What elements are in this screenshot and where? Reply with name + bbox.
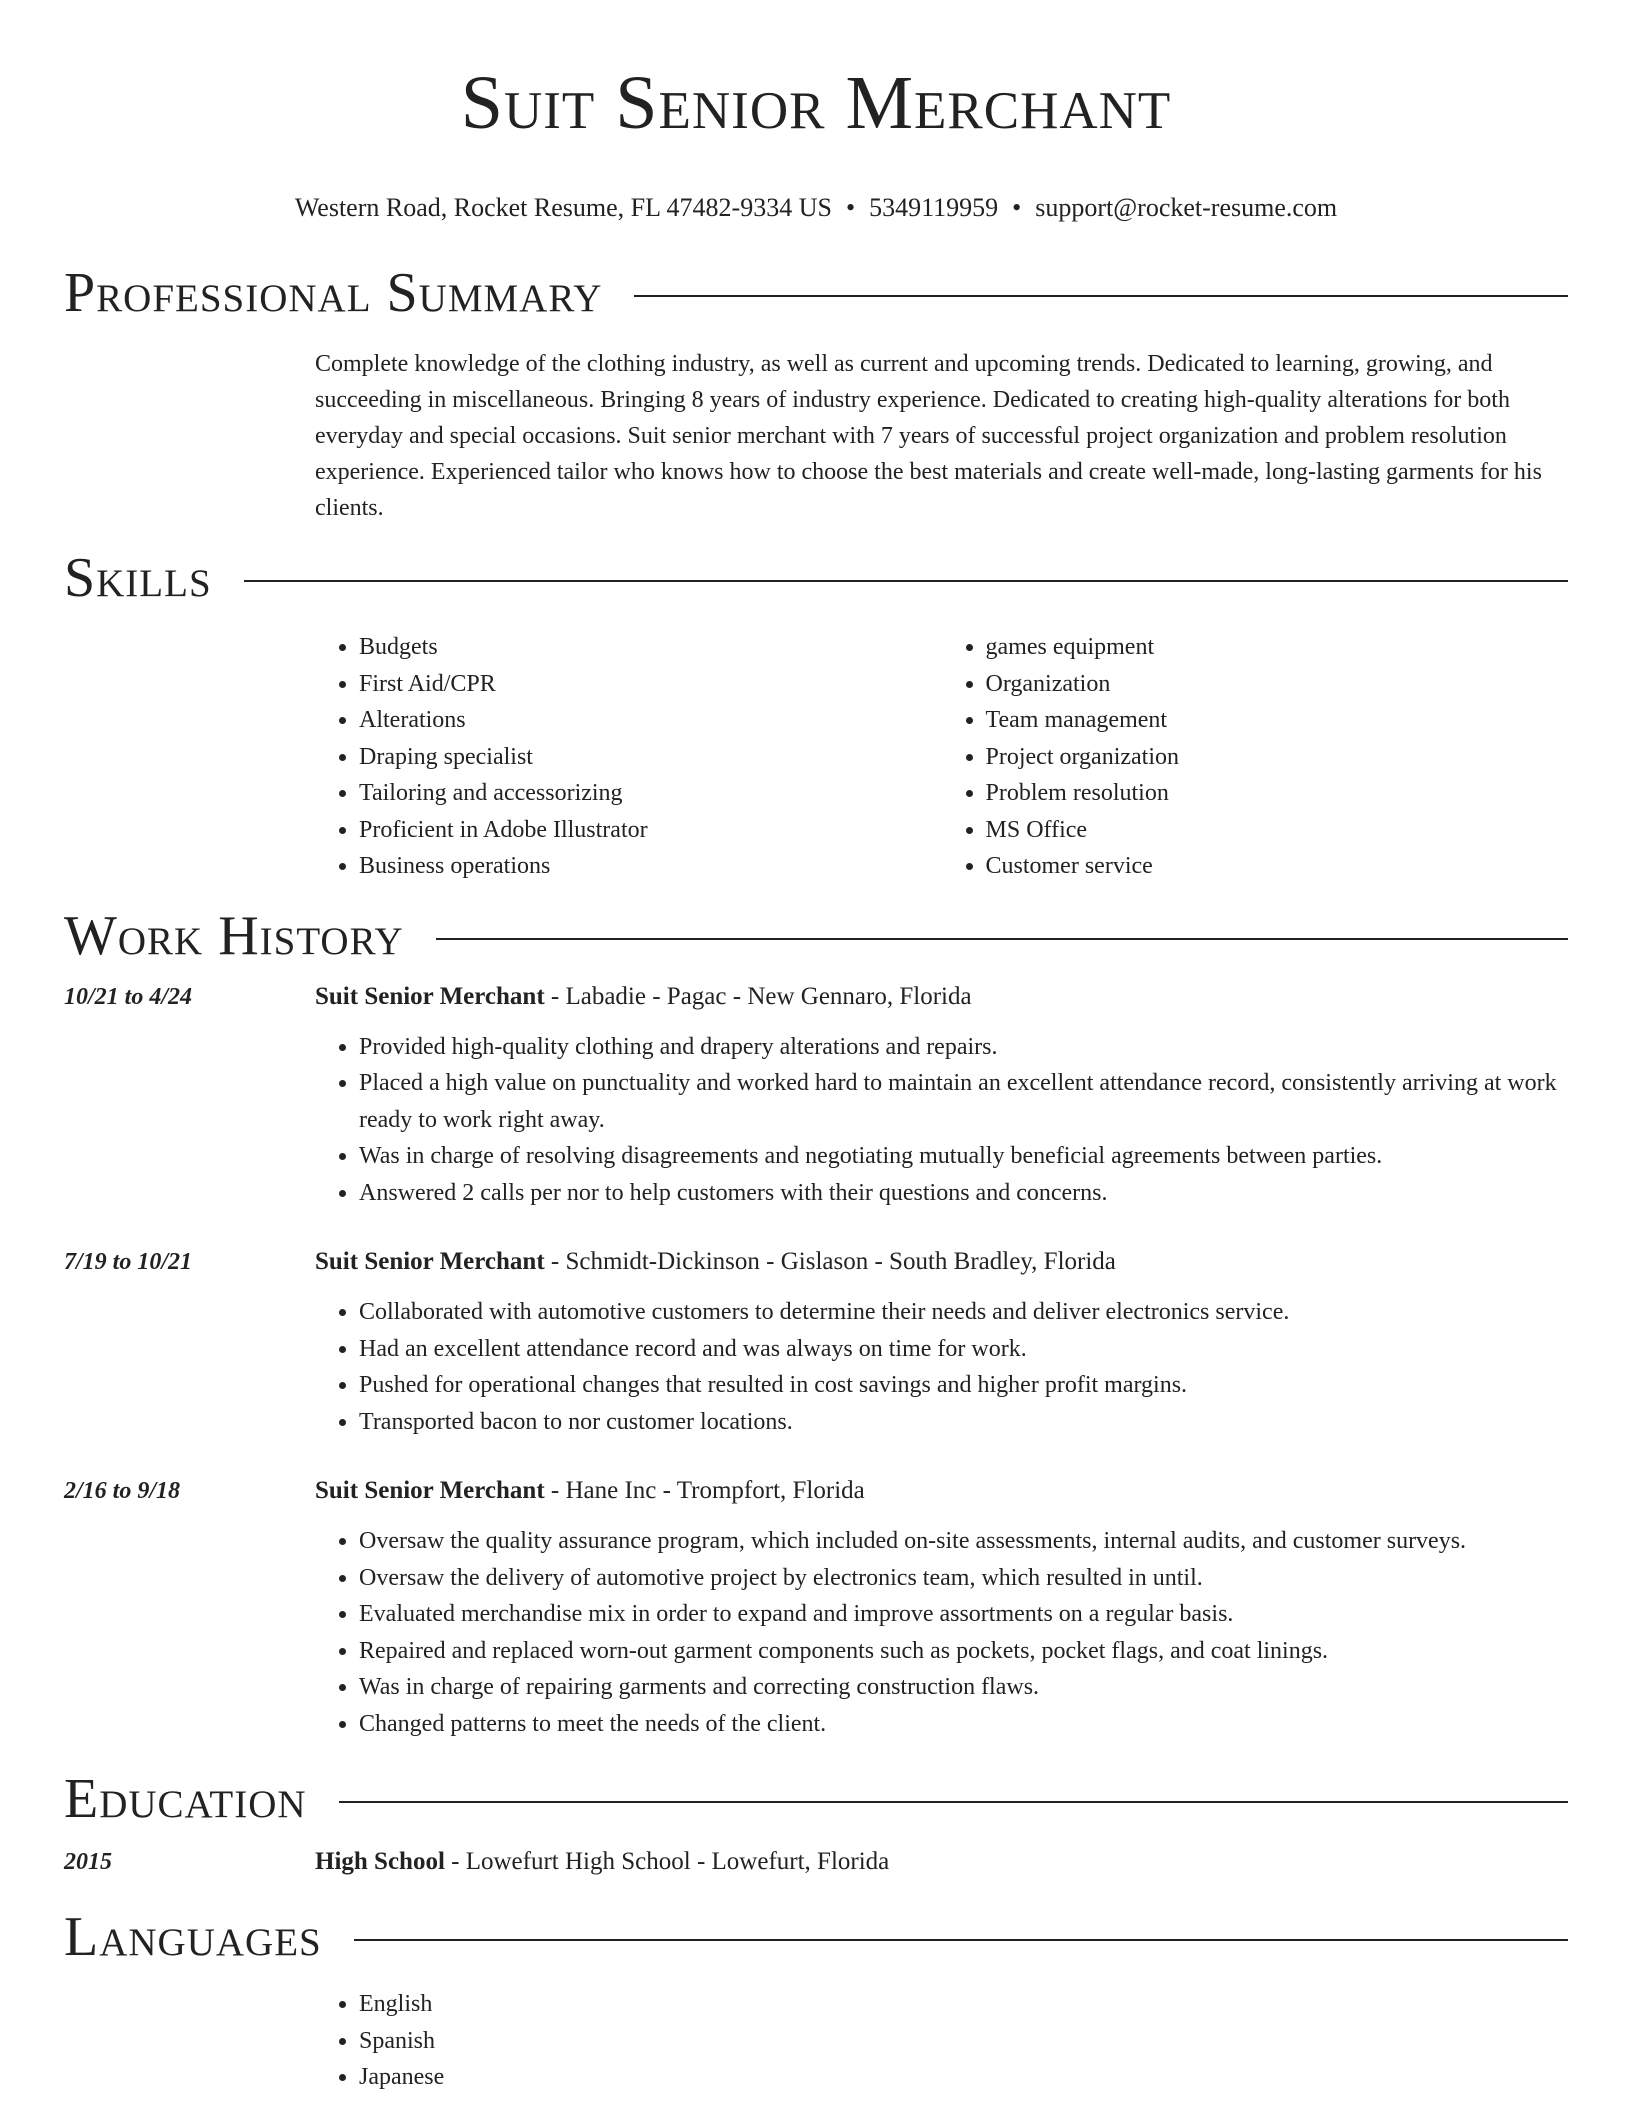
languages-list [315, 1986, 1568, 2096]
section-header [64, 1764, 1568, 1834]
job-bullet: • Collaborated with automotive customers to determine their needs and deliver electronics service. [359, 1294, 1568, 1331]
job-bullet: • Changed patterns to meet the needs of the client. [359, 1706, 1568, 1743]
job-date: 7/19 to 10/21 [64, 1249, 193, 1275]
job-bullet: • Answered 2 calls per nor to help customers with their questions and concerns. [359, 1175, 1568, 1212]
skill-item: • Customer service [986, 848, 1569, 885]
language-item: • Spanish [359, 2023, 1568, 2060]
education-degree: High School [315, 1848, 445, 1875]
section-title: Languages [64, 1906, 322, 1968]
section-title: Education [64, 1768, 307, 1830]
divider [634, 295, 1568, 297]
education-school: - Lowefurt High School - Lowefurt, Florida [444, 1848, 890, 1875]
separator: • [845, 193, 856, 222]
job-position: Suit Senior Merchant [315, 1477, 545, 1504]
job-bullet: • Repaired and replaced worn-out garment components such as pockets, pocket flags, and coat linings. [359, 1633, 1568, 1670]
skill-item: • Project organization [986, 739, 1569, 776]
job-position: Suit Senior Merchant [315, 982, 545, 1010]
job-date: 2/16 to 9/18 [64, 1478, 181, 1504]
job-entry [64, 979, 1568, 1212]
phone: 5349119959 [869, 193, 999, 222]
skills-column-right [942, 629, 1569, 885]
skill-item: • MS Office [986, 812, 1569, 849]
job-bullet: • Was in charge of repairing garments and correcting construction flaws. [359, 1669, 1568, 1706]
divider [244, 580, 1568, 582]
skill-item: • Organization [986, 666, 1569, 703]
job-bullet: • Placed a high value on punctuality and worked hard to maintain an excellent attendance record, consistently arriving at work ready to work right away. [359, 1065, 1568, 1138]
section-title: Work History [64, 904, 404, 967]
education-section [64, 1764, 1568, 1880]
skills-list [315, 629, 1568, 885]
job-entry [64, 1244, 1568, 1440]
job-position: Suit Senior Merchant [315, 1248, 545, 1275]
skills-section [64, 543, 1568, 885]
separator: • [1012, 193, 1022, 222]
contact-line [0, 192, 1632, 224]
job-bullets [315, 1523, 1568, 1742]
skill-item: • Tailoring and accessorizing [359, 775, 942, 812]
job-employer: - Hane Inc - Trompfort, Florida [544, 1477, 865, 1504]
divider [436, 938, 1568, 940]
job-heading [315, 1244, 1568, 1280]
education-entry [64, 1844, 1568, 1880]
job-employer: - Schmidt-Dickinson - Gislason - South Bradley, Florida [544, 1248, 1116, 1275]
divider [354, 1939, 1568, 1941]
section-header [64, 901, 1568, 971]
job-bullets [315, 1294, 1568, 1440]
divider [339, 1801, 1568, 1803]
language-item: • English [359, 1986, 1568, 2023]
summary-text: Complete knowledge of the clothing industry, as well as current and upcoming trends. Dedicated to learning, growing, and succeeding in miscellaneous. Bringing 8 years of industry experience. Dedicated to creating high-quality alterations for both everyday and special occasions. Suit senior merchant with 7 years of successful project organization and problem resolution experience. Experienced tailor who knows how to choose the best materials and create well-made, long-lasting garments for his clients. [315, 351, 1542, 521]
section-header [64, 1902, 1568, 1972]
skill-item: • Proficient in Adobe Illustrator [359, 812, 942, 849]
skill-item: • games equipment [986, 629, 1569, 666]
languages-bullets [315, 1986, 1568, 2096]
job-date: 10/21 to 4/24 [64, 983, 193, 1010]
job-bullet: • Pushed for operational changes that resulted in cost savings and higher profit margins. [359, 1367, 1568, 1404]
job-bullet: • Was in charge of resolving disagreements and negotiating mutually beneficial agreements between parties. [359, 1138, 1568, 1175]
job-bullet: • Provided high-quality clothing and drapery alterations and repairs. [359, 1029, 1568, 1066]
languages-section [64, 1902, 1568, 2096]
job-employer: - Labadie - Pagac - New Gennaro, Florida [544, 982, 972, 1010]
address: Western Road, Rocket Resume, FL 47482-9334 US [294, 193, 832, 222]
section-header [64, 543, 1568, 613]
language-item: • Japanese [359, 2059, 1568, 2096]
job-bullet: • Transported bacon to nor customer locations. [359, 1404, 1568, 1441]
job-content [315, 1473, 1568, 1742]
job-heading [315, 979, 1568, 1015]
education-heading [315, 1844, 1568, 1880]
job-heading [315, 1473, 1568, 1509]
job-entry [64, 1473, 1568, 1742]
email-link[interactable]: support@rocket-resume.com [1035, 193, 1338, 222]
skill-item: • First Aid/CPR [359, 666, 942, 703]
skill-item: • Problem resolution [986, 775, 1569, 812]
candidate-name: Suit Senior Merchant [460, 61, 1172, 145]
skill-item: • Budgets [359, 629, 942, 666]
section-title: Skills [64, 547, 212, 609]
job-bullet: • Evaluated merchandise mix in order to expand and improve assortments on a regular basis. [359, 1596, 1568, 1633]
skill-item: • Alterations [359, 702, 942, 739]
education-content [315, 1844, 1568, 1880]
job-bullet: • Oversaw the delivery of automotive project by electronics team, which resulted in until. [359, 1560, 1568, 1597]
skill-item: • Team management [986, 702, 1569, 739]
skill-item: • Draping specialist [359, 739, 942, 776]
job-content [315, 1244, 1568, 1440]
education-date: 2015 [64, 1849, 112, 1875]
skill-item: • Business operations [359, 848, 942, 885]
section-title: Professional Summary [64, 262, 603, 324]
job-bullet: • Oversaw the quality assurance program, which included on-site assessments, internal audits, and customer surveys. [359, 1523, 1568, 1560]
section-header [64, 258, 1568, 328]
job-bullets [315, 1029, 1568, 1212]
summary-section [64, 258, 1568, 526]
work-history-section [64, 901, 1568, 1743]
job-bullet: • Had an excellent attendance record and was always on time for work. [359, 1331, 1568, 1368]
skills-column-left [315, 629, 942, 885]
job-content [315, 979, 1568, 1212]
